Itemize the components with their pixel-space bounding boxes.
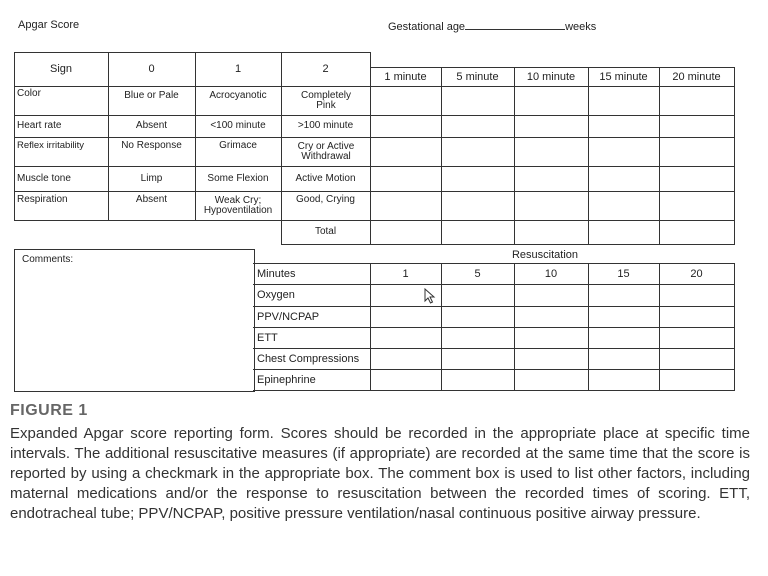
- sign-color: Color: [17, 88, 41, 99]
- resus-row-oxygen: Oxygen: [257, 289, 295, 301]
- reflex-score-0: No Response: [121, 140, 182, 151]
- header-10-minute: 10 minute: [526, 70, 576, 83]
- header-15-minute: 15 minute: [599, 70, 648, 83]
- weeks-text: weeks: [565, 21, 597, 33]
- color-score-2: Completely Pink: [300, 89, 352, 111]
- resus-minute-5: 5: [474, 267, 481, 280]
- resus-minute-1: 1: [402, 267, 409, 280]
- muscle-tone-score-2: Active Motion: [295, 172, 356, 184]
- heart-rate-score-1: <100 minute: [210, 120, 266, 131]
- resus-row-ppv-ncpap: PPV/NCPAP: [257, 310, 320, 323]
- heart-rate-score-2: >100 minute: [297, 120, 354, 131]
- header-20-minute: 20 minute: [672, 70, 721, 83]
- total-label: Total: [314, 226, 337, 237]
- header-sign: Sign: [49, 63, 73, 75]
- respiration-score-2: Good, Crying: [296, 194, 355, 205]
- sign-muscle-tone: Muscle tone: [17, 172, 71, 184]
- respiration-score-0: Absent: [135, 194, 168, 205]
- resus-minute-20: 20: [690, 267, 703, 280]
- header-score-0: 0: [148, 63, 155, 75]
- resus-row-epinephrine: Epinephrine: [257, 373, 316, 386]
- figure-label: FIGURE 1: [10, 402, 88, 419]
- gestational-age-text: Gestational age: [388, 21, 466, 33]
- reflex-score-2: Cry or Active Withdrawal: [297, 140, 355, 162]
- header-5-minute: 5 minute: [456, 70, 499, 83]
- heart-rate-score-0: Absent: [135, 120, 168, 131]
- muscle-tone-score-1: Some Flexion: [207, 172, 269, 184]
- color-score-1: Acrocyanotic: [209, 90, 267, 101]
- respiration-score-1: Weak Cry; Hypoventilation: [203, 194, 273, 216]
- resuscitation-title: Resuscitation: [511, 249, 579, 261]
- header-score-2: 2: [322, 63, 329, 75]
- reflex-score-1: Grimace: [219, 140, 257, 151]
- sign-reflex-irritability: Reflex irritability: [17, 140, 85, 151]
- comments-box[interactable]: [14, 249, 255, 392]
- sign-respiration: Respiration: [17, 194, 68, 205]
- gestational-age-label: [388, 20, 596, 33]
- minutes-label: Minutes: [257, 267, 296, 280]
- muscle-tone-score-0: Limp: [140, 172, 163, 184]
- comments-label: Comments:: [22, 254, 74, 265]
- resus-minute-10: 10: [544, 267, 558, 280]
- resus-minute-15: 15: [617, 267, 630, 280]
- sign-heart-rate: Heart rate: [17, 120, 62, 131]
- mouse-pointer-icon: [424, 288, 438, 304]
- form-title: Apgar Score: [18, 19, 80, 31]
- gestational-age-field[interactable]: [465, 20, 565, 30]
- resus-row-chest-compressions: Chest Compressions: [257, 352, 360, 365]
- header-score-1: 1: [234, 63, 242, 75]
- figure-caption: Expanded Apgar score reporting form. Scores should be recorded in the appropriate place at specific time intervals. The additional resuscitative measures (if appropriate) are recorded at the same time that the score is reported by using a checkmark in the appropriate box. The comment box is used to list other factors, including maternal medications and/or the response to resuscitation between the recorded times of scoring. ETT, endotracheal tube; PPV/NCPAP, positive pressure ventilation/nasal continuous positive airway pressure.: [10, 425, 750, 522]
- color-score-0: Blue or Pale: [124, 90, 179, 101]
- resus-row-ett: ETT: [257, 331, 278, 344]
- header-1-minute: 1 minute: [384, 70, 427, 83]
